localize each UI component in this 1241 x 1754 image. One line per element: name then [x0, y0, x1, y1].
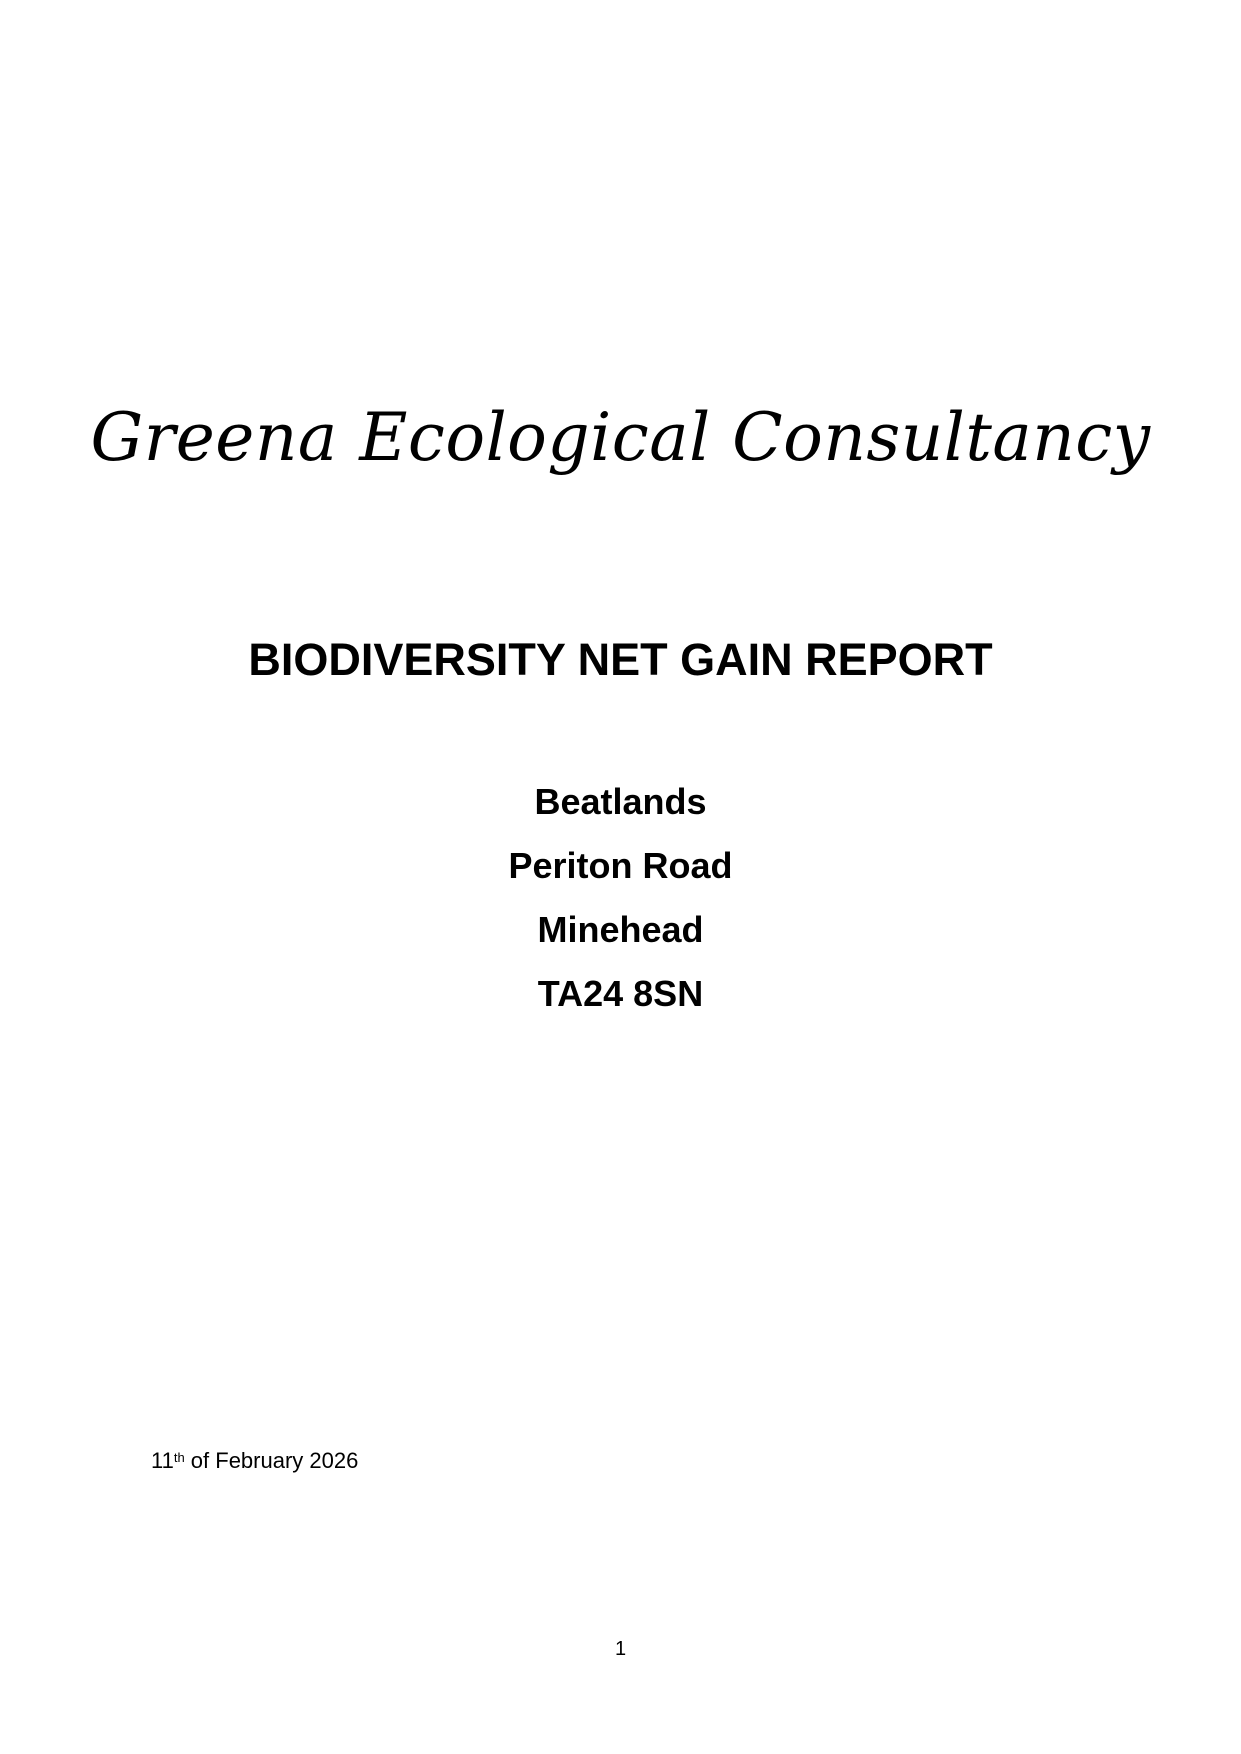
report-date: [151, 1447, 358, 1475]
report-date-month-year: of February 2026: [184, 1448, 359, 1473]
address-line-postcode: TA24 8SN: [537, 973, 704, 1014]
site-address: [0, 770, 1241, 1026]
address-line-site-name: Beatlands: [534, 781, 707, 822]
address-line-road: Periton Road: [508, 845, 733, 886]
report-title: BIODIVERSITY NET GAIN REPORT: [248, 634, 993, 685]
report-date-ordinal-suffix: th: [173, 1450, 185, 1465]
address-line-town: Minehead: [537, 909, 704, 950]
company-name-heading: Greena Ecological Consultancy: [90, 399, 1151, 476]
report-date-day: 11: [151, 1448, 174, 1473]
page-number: 1: [614, 1638, 627, 1660]
